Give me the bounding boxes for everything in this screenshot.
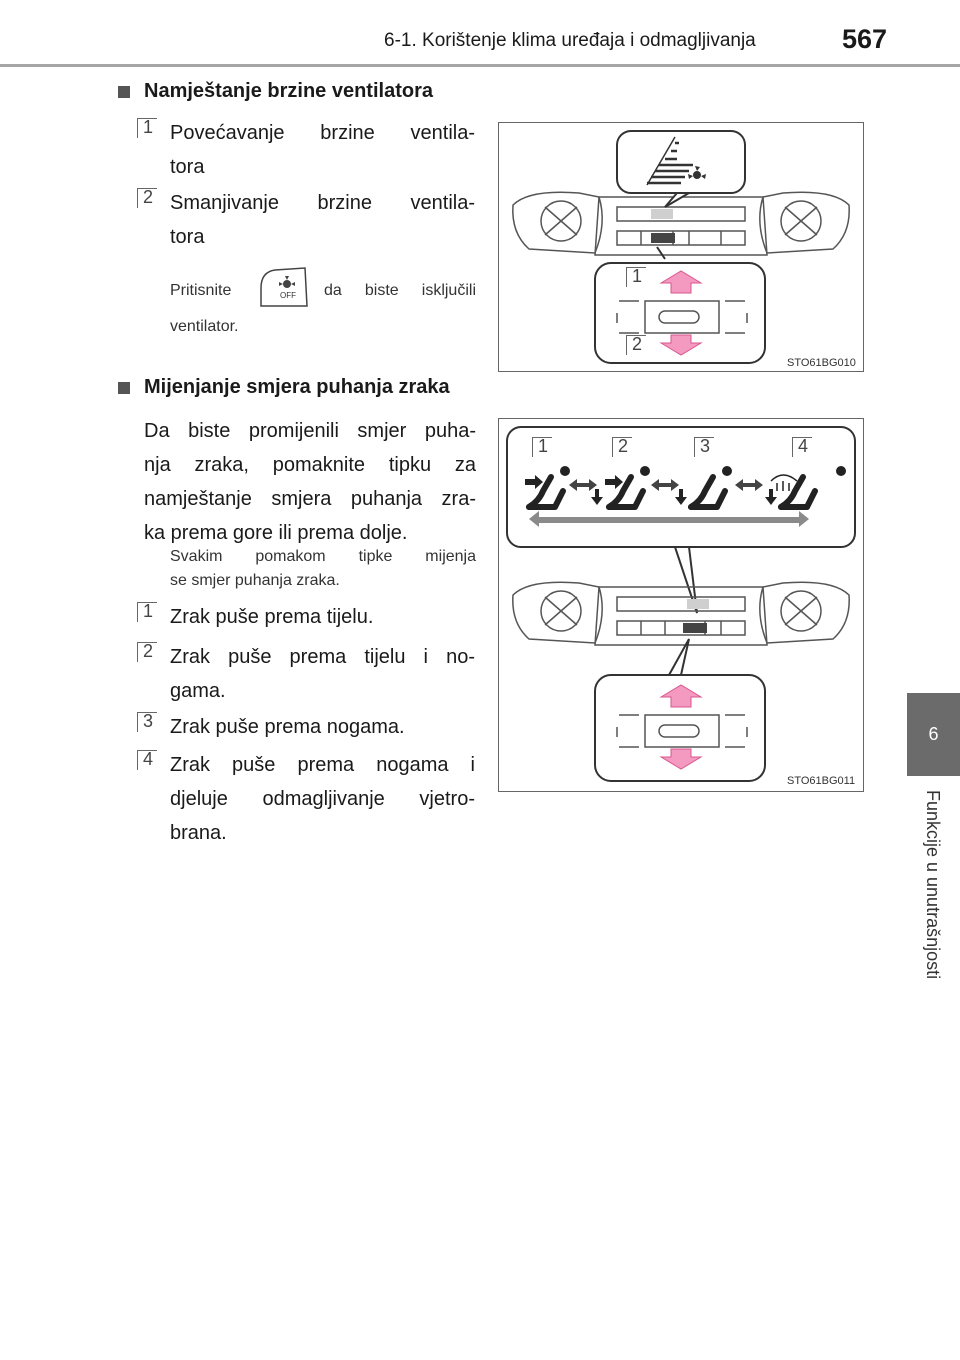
body-text: nja zraka, pomaknite tipku za [144,454,476,476]
chapter-number: 6 [928,724,939,744]
chapter-label: Funkcije u unutrašnjosti [923,790,943,980]
figure-label: 1 [529,435,557,463]
body-text: namještanje smjera puhanja zra- [144,488,476,510]
item-number: 4 [134,748,162,776]
section2-heading: Mijenjanje smjera puhanja zraka [144,376,450,398]
item-number: 2 [134,186,162,214]
header-rule [0,64,960,67]
figure-label: 2 [609,435,637,463]
body-text: ka prema gore ili prema dolje. [144,522,408,544]
figure-label: 4 [789,435,817,463]
item-text: brana. [170,822,227,844]
figure-label: 1 [623,265,651,293]
item-text: Zrak puše prema tijelu. [170,606,374,628]
note-text: da biste isključili [324,282,476,299]
item-number: 1 [134,116,162,144]
figure-label: 3 [691,435,719,463]
off-label: OFF [280,291,296,300]
item-text: Povećavanje brzine ventila- [170,122,475,144]
body-text: Da biste promijenili smjer puha- [144,420,476,442]
item-number: 3 [134,710,162,738]
chapter-tab [907,693,960,776]
note-text: Svakim pomakom tipke mijenja [170,548,476,565]
item-number: 2 [134,640,162,668]
airflow-mode-figure [498,418,864,792]
fan-off-button-icon [257,266,311,310]
note-text: Pritisnite [170,282,232,299]
item-text: gama. [170,680,226,702]
item-text: tora [170,226,205,248]
figure-code: STO61BG010 [787,357,856,369]
heading-marker [118,86,130,98]
item-text: tora [170,156,205,178]
section-title: 6-1. Korištenje klima uređaja i odmagljivanja [384,30,756,51]
figure-label: 2 [623,333,651,361]
item-number: 1 [134,600,162,628]
item-text: Smanjivanje brzine ventila- [170,192,475,214]
item-text: Zrak puše prema tijelu i no- [170,646,475,668]
item-text: Zrak puše prema nogama. [170,716,405,738]
note-text: ventilator. [170,318,239,335]
item-text: Zrak puše prema nogama i [170,754,475,776]
heading-marker [118,382,130,394]
section1-heading: Namještanje brzine ventilatora [144,80,433,102]
page-number: 567 [842,24,888,54]
note-text: se smjer puhanja zraka. [170,572,340,589]
item-text: djeluje odmagljivanje vjetro- [170,788,475,810]
fan-speed-figure [498,122,864,372]
figure-code: STO61BG011 [787,775,856,787]
